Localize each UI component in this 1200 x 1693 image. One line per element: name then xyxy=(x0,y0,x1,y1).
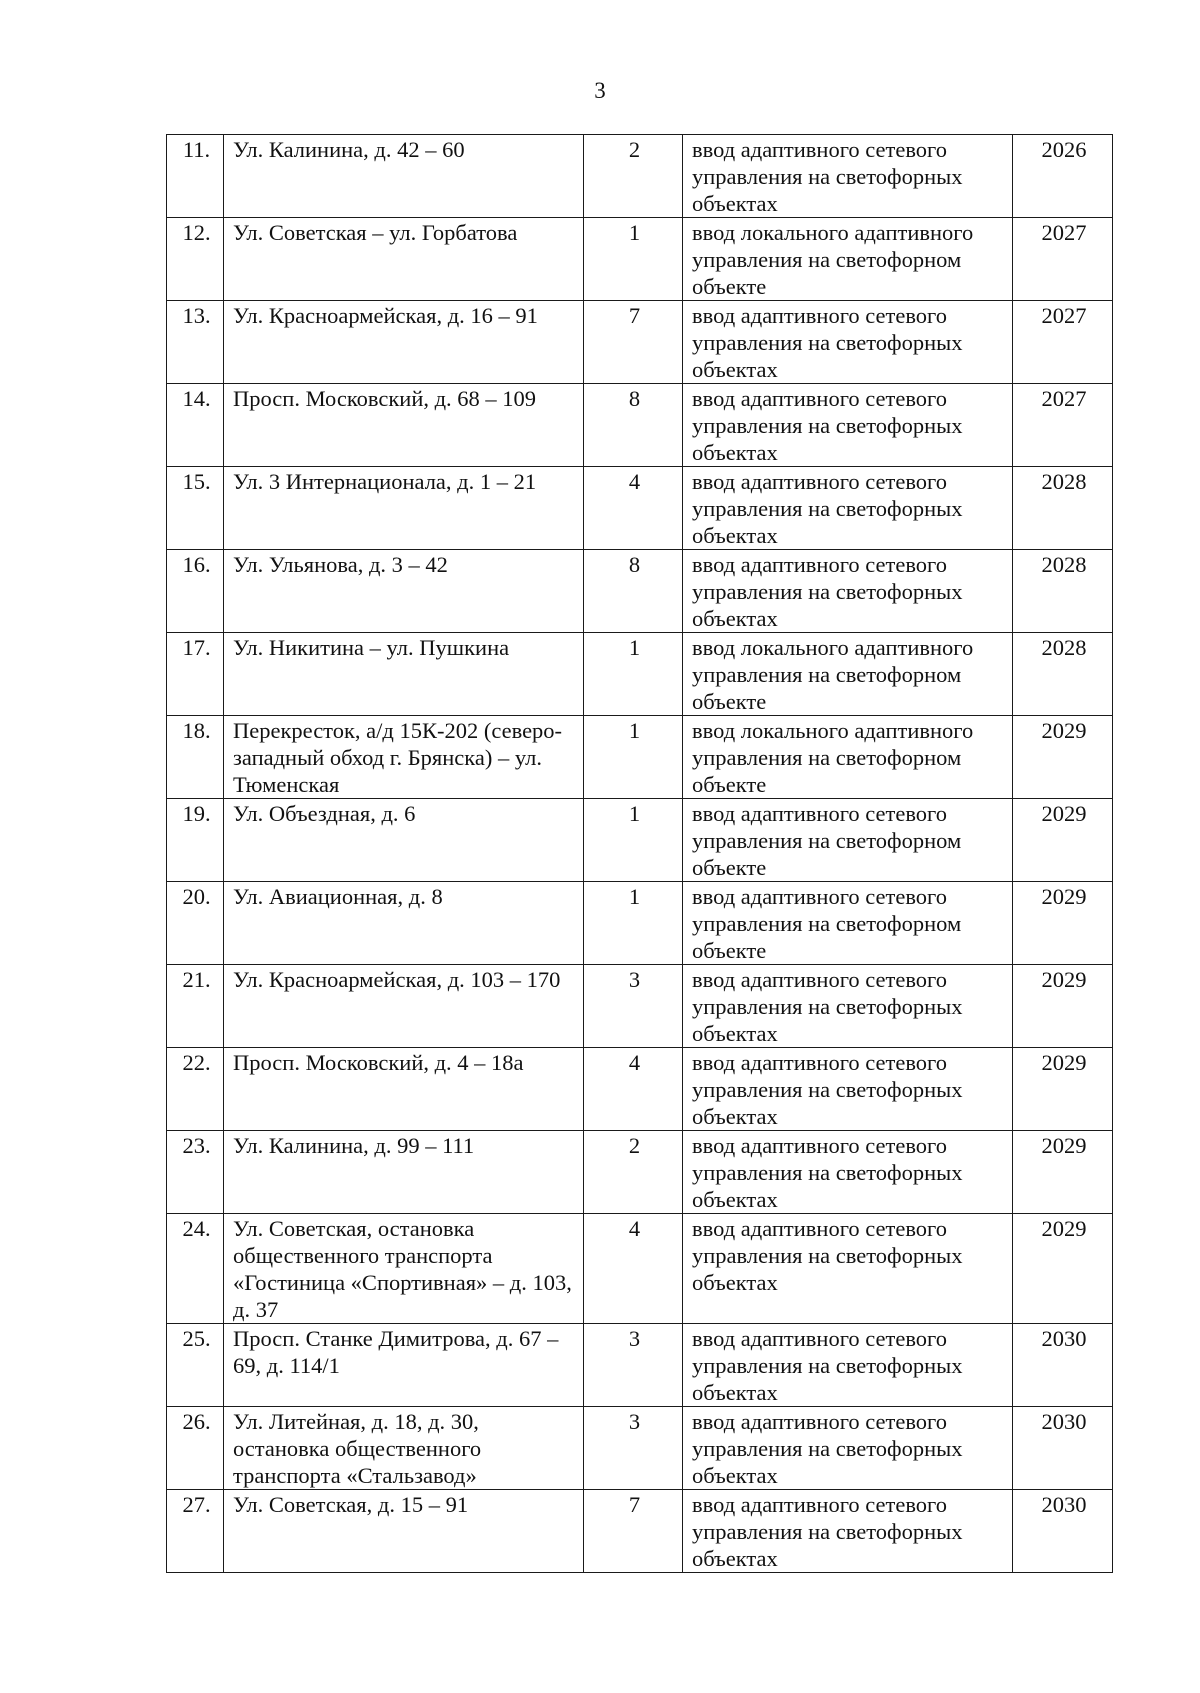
work-description-cell: ввод локального адаптивного управления на светофорном объекте xyxy=(683,716,1013,799)
work-description-cell: ввод адаптивного сетевого управления на светофорных объектах xyxy=(683,384,1013,467)
row-number: 21. xyxy=(167,965,224,1048)
work-description-cell: ввод адаптивного сетевого управления на светофорных объектах xyxy=(683,1407,1013,1490)
address-cell: Ул. Красноармейская, д. 16 – 91 xyxy=(224,301,584,384)
row-number: 15. xyxy=(167,467,224,550)
year-cell: 2026 xyxy=(1013,135,1113,218)
row-number: 22. xyxy=(167,1048,224,1131)
work-description-cell: ввод адаптивного сетевого управления на светофорных объектах xyxy=(683,1490,1013,1573)
quantity-cell: 3 xyxy=(584,1324,683,1407)
address-cell: Ул. Ульянова, д. 3 – 42 xyxy=(224,550,584,633)
year-cell: 2027 xyxy=(1013,384,1113,467)
address-cell: Ул. Объездная, д. 6 xyxy=(224,799,584,882)
year-cell: 2027 xyxy=(1013,301,1113,384)
quantity-cell: 4 xyxy=(584,1048,683,1131)
row-number: 27. xyxy=(167,1490,224,1573)
table-row xyxy=(167,467,1113,550)
year-cell: 2028 xyxy=(1013,467,1113,550)
table-row xyxy=(167,1407,1113,1490)
row-number: 23. xyxy=(167,1131,224,1214)
table-row xyxy=(167,135,1113,218)
year-cell: 2027 xyxy=(1013,218,1113,301)
table-row xyxy=(167,633,1113,716)
table-row xyxy=(167,301,1113,384)
year-cell: 2030 xyxy=(1013,1407,1113,1490)
quantity-cell: 1 xyxy=(584,799,683,882)
address-cell: Ул. Советская, д. 15 – 91 xyxy=(224,1490,584,1573)
table-row xyxy=(167,799,1113,882)
address-cell: Ул. Советская – ул. Горбатова xyxy=(224,218,584,301)
quantity-cell: 4 xyxy=(584,1214,683,1324)
quantity-cell: 4 xyxy=(584,467,683,550)
work-description-cell: ввод адаптивного сетевого управления на светофорных объектах xyxy=(683,135,1013,218)
quantity-cell: 3 xyxy=(584,1407,683,1490)
traffic-light-table xyxy=(166,134,1113,1573)
quantity-cell: 7 xyxy=(584,1490,683,1573)
year-cell: 2028 xyxy=(1013,633,1113,716)
work-description-cell: ввод адаптивного сетевого управления на светофорных объектах xyxy=(683,1324,1013,1407)
table-row xyxy=(167,1324,1113,1407)
row-number: 18. xyxy=(167,716,224,799)
table-body xyxy=(167,135,1113,1573)
address-cell: Ул. Калинина, д. 42 – 60 xyxy=(224,135,584,218)
quantity-cell: 1 xyxy=(584,218,683,301)
year-cell: 2029 xyxy=(1013,1214,1113,1324)
address-cell: Ул. Никитина – ул. Пушкина xyxy=(224,633,584,716)
quantity-cell: 2 xyxy=(584,135,683,218)
work-description-cell: ввод адаптивного сетевого управления на светофорных объектах xyxy=(683,550,1013,633)
year-cell: 2029 xyxy=(1013,882,1113,965)
work-description-cell: ввод адаптивного сетевого управления на светофорном объекте xyxy=(683,799,1013,882)
table-row xyxy=(167,550,1113,633)
address-cell: Ул. Красноармейская, д. 103 – 170 xyxy=(224,965,584,1048)
year-cell: 2029 xyxy=(1013,1131,1113,1214)
work-description-cell: ввод адаптивного сетевого управления на светофорных объектах xyxy=(683,1048,1013,1131)
address-cell: Просп. Московский, д. 68 – 109 xyxy=(224,384,584,467)
address-cell: Ул. 3 Интернационала, д. 1 – 21 xyxy=(224,467,584,550)
table-row xyxy=(167,1490,1113,1573)
address-cell: Просп. Станке Димитрова, д. 67 – 69, д. 114/1 xyxy=(224,1324,584,1407)
address-cell: Просп. Московский, д. 4 – 18а xyxy=(224,1048,584,1131)
year-cell: 2028 xyxy=(1013,550,1113,633)
row-number: 11. xyxy=(167,135,224,218)
table-row xyxy=(167,965,1113,1048)
work-description-cell: ввод локального адаптивного управления на светофорном объекте xyxy=(683,633,1013,716)
row-number: 24. xyxy=(167,1214,224,1324)
address-cell: Ул. Калинина, д. 99 – 111 xyxy=(224,1131,584,1214)
table-row xyxy=(167,1131,1113,1214)
table-row xyxy=(167,882,1113,965)
table-row xyxy=(167,1048,1113,1131)
year-cell: 2029 xyxy=(1013,716,1113,799)
row-number: 13. xyxy=(167,301,224,384)
quantity-cell: 8 xyxy=(584,384,683,467)
quantity-cell: 1 xyxy=(584,716,683,799)
address-cell: Ул. Советская, остановка общественного транспорта «Гостиница «Спортивная» – д. 103, д. 37 xyxy=(224,1214,584,1324)
quantity-cell: 1 xyxy=(584,882,683,965)
quantity-cell: 3 xyxy=(584,965,683,1048)
work-description-cell: ввод адаптивного сетевого управления на светофорных объектах xyxy=(683,301,1013,384)
row-number: 16. xyxy=(167,550,224,633)
quantity-cell: 2 xyxy=(584,1131,683,1214)
quantity-cell: 8 xyxy=(584,550,683,633)
year-cell: 2029 xyxy=(1013,965,1113,1048)
work-description-cell: ввод адаптивного сетевого управления на светофорных объектах xyxy=(683,1214,1013,1324)
table-row xyxy=(167,1214,1113,1324)
work-description-cell: ввод локального адаптивного управления на светофорном объекте xyxy=(683,218,1013,301)
year-cell: 2029 xyxy=(1013,799,1113,882)
work-description-cell: ввод адаптивного сетевого управления на светофорном объекте xyxy=(683,882,1013,965)
quantity-cell: 7 xyxy=(584,301,683,384)
address-cell: Ул. Авиационная, д. 8 xyxy=(224,882,584,965)
table-row xyxy=(167,218,1113,301)
address-cell: Ул. Литейная, д. 18, д. 30, остановка общественного транспорта «Стальзавод» xyxy=(224,1407,584,1490)
address-cell: Перекресток, а/д 15К-202 (северо-западный обход г. Брянска) – ул. Тюменская xyxy=(224,716,584,799)
row-number: 25. xyxy=(167,1324,224,1407)
work-description-cell: ввод адаптивного сетевого управления на светофорных объектах xyxy=(683,1131,1013,1214)
quantity-cell: 1 xyxy=(584,633,683,716)
work-description-cell: ввод адаптивного сетевого управления на светофорных объектах xyxy=(683,965,1013,1048)
year-cell: 2030 xyxy=(1013,1490,1113,1573)
page-number: 3 xyxy=(594,78,606,103)
row-number: 17. xyxy=(167,633,224,716)
row-number: 20. xyxy=(167,882,224,965)
table-row xyxy=(167,384,1113,467)
row-number: 26. xyxy=(167,1407,224,1490)
year-cell: 2030 xyxy=(1013,1324,1113,1407)
row-number: 12. xyxy=(167,218,224,301)
table-row xyxy=(167,716,1113,799)
row-number: 14. xyxy=(167,384,224,467)
row-number: 19. xyxy=(167,799,224,882)
year-cell: 2029 xyxy=(1013,1048,1113,1131)
work-description-cell: ввод адаптивного сетевого управления на светофорных объектах xyxy=(683,467,1013,550)
